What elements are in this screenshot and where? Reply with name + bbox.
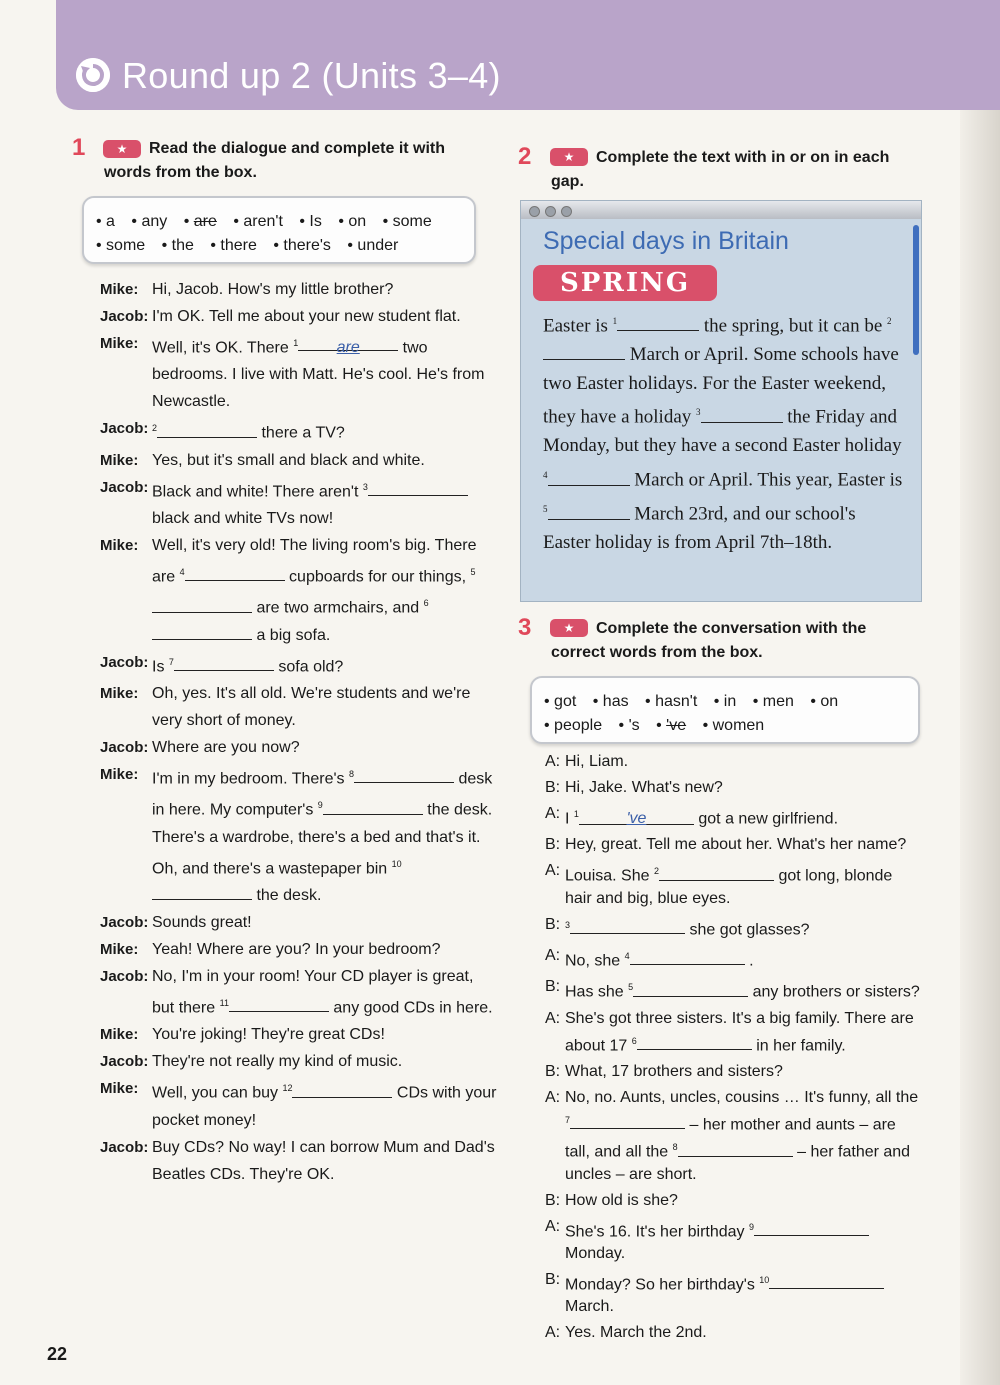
- dialogue-line: [545, 1269, 920, 1318]
- word-option: • on: [810, 693, 839, 710]
- answer-blank[interactable]: [298, 334, 398, 357]
- answer-blank[interactable]: [630, 948, 745, 965]
- window-dot-icon: [529, 206, 540, 217]
- speaker-label: Jacob:: [100, 653, 149, 671]
- line-text: [152, 1134, 500, 1188]
- answer-blank[interactable]: [570, 1112, 685, 1129]
- line-sentence: No, I'm in your room! Your CD player is great, but there: [152, 967, 474, 1017]
- answer-blank[interactable]: [185, 564, 285, 581]
- answer-blank[interactable]: [548, 503, 630, 520]
- text-segment: the Friday and Monday, but they have a second Easter holiday: [543, 406, 902, 457]
- word-text: a: [106, 213, 115, 230]
- line-sentence: there a TV?: [261, 424, 345, 442]
- line-sentence: Monday.: [565, 1244, 626, 1262]
- dialogue-line: [545, 777, 920, 799]
- dialogue-line: [100, 1048, 500, 1075]
- line-sentence: Has she: [565, 983, 624, 1001]
- word-text: some: [392, 213, 432, 230]
- answer-blank[interactable]: [570, 917, 685, 934]
- dialogue-line: [545, 1008, 920, 1057]
- speaker-label: Mike:: [100, 940, 139, 958]
- ex1-instruction: Read the dialogue and complete it with words from the box.: [104, 140, 446, 181]
- word-option: • in: [713, 693, 737, 710]
- line-text: [565, 914, 920, 941]
- ex1-word-list: [96, 210, 466, 258]
- ex1-number: 1: [72, 134, 86, 161]
- gap-number: 3: [565, 919, 571, 930]
- dialogue-line: [545, 1216, 920, 1265]
- speaker-label: A:: [545, 1324, 561, 1342]
- text-segment: the spring, but it can be: [703, 315, 883, 337]
- window-dot-icon: [561, 206, 572, 217]
- line-text: [152, 963, 500, 1021]
- line-sentence: got long, blonde hair and big, blue eyes.: [565, 867, 893, 907]
- page-number: 22: [47, 1344, 68, 1364]
- line-sentence: Yeah! Where are you? In your bedroom?: [152, 940, 441, 958]
- dialogue-line: [545, 803, 920, 830]
- ex3-number: 3: [518, 614, 532, 641]
- line-text: [152, 415, 500, 446]
- word-option: • a: [96, 213, 115, 230]
- word-option: • women: [702, 717, 765, 734]
- gap-number: 2: [653, 866, 659, 877]
- speaker-label: A:: [545, 805, 561, 822]
- line-sentence: I: [565, 810, 570, 828]
- line-sentence: – her father and uncles – are short.: [565, 1143, 911, 1183]
- line-sentence: Yes, but it's small and black and white.: [152, 451, 425, 469]
- word-text: men: [762, 693, 794, 710]
- answer-blank[interactable]: [368, 479, 468, 496]
- dialogue-line: [100, 963, 500, 1021]
- page-gutter: [960, 0, 1000, 1385]
- line-sentence: a big sofa.: [256, 626, 331, 644]
- text-segment: March or April. Some schools have two Easter holidays. For the Easter weekend, they have a holiday: [543, 344, 899, 428]
- gap-number: 11: [219, 997, 229, 1008]
- line-text: [565, 1190, 920, 1212]
- line-sentence: cupboards for our things,: [289, 568, 467, 586]
- word-text: there's: [283, 237, 331, 254]
- dialogue-line: [545, 1190, 920, 1212]
- speaker-label: Jacob:: [100, 420, 149, 438]
- line-sentence: in her family.: [756, 1036, 846, 1054]
- ex2-instruction: Complete the text with in or on in each gap.: [551, 149, 890, 190]
- speaker-label: B:: [545, 1062, 561, 1080]
- word-text: any: [141, 213, 168, 230]
- gap-number: 2: [152, 423, 158, 434]
- line-text: [565, 860, 920, 909]
- speaker-label: B:: [545, 915, 561, 933]
- dialogue-line: [100, 936, 500, 963]
- speaker-label: Mike:: [100, 1080, 139, 1098]
- answer-blank[interactable]: [152, 596, 252, 613]
- answer-blank[interactable]: [769, 1272, 884, 1289]
- dialogue-line: [545, 914, 920, 941]
- gap-number: 5: [470, 566, 476, 577]
- speaker-label: Mike:: [100, 684, 139, 702]
- line-sentence: the desk.: [256, 886, 322, 904]
- line-sentence: Hi, Jake. What's new?: [565, 779, 723, 796]
- gap-number: 6: [631, 1035, 637, 1046]
- line-text: [565, 834, 920, 856]
- word-option: • are: [183, 213, 217, 230]
- line-sentence: any good CDs in here.: [333, 999, 493, 1017]
- speaker-label: Jacob:: [100, 478, 149, 496]
- line-text: [152, 909, 500, 936]
- dialogue-line: [100, 1021, 500, 1048]
- line-sentence: They're not really my kind of music.: [152, 1053, 403, 1071]
- dialogue-line: [100, 330, 500, 415]
- line-sentence: Buy CDs? No way! I can borrow Mum and Dad's Beatles CDs. They're OK.: [152, 1138, 495, 1183]
- dialogue-line: [545, 751, 920, 773]
- ex3-conversation: [545, 751, 920, 1348]
- answer-blank[interactable]: [229, 995, 329, 1012]
- speaker-label: B:: [545, 978, 561, 996]
- word-text: under: [357, 237, 399, 254]
- answer-blank[interactable]: [548, 469, 630, 486]
- word-option: • any: [131, 213, 168, 230]
- dialogue-line: [100, 474, 500, 532]
- text-segment: March or April. This year, Easter is: [634, 469, 903, 491]
- line-sentence: desk in here. My computer's: [152, 770, 493, 819]
- line-sentence: I'm in my bedroom. There's: [152, 770, 345, 788]
- ex3-instruction: Complete the conversation with the correct words from the box.: [551, 620, 867, 661]
- line-text: [565, 751, 920, 773]
- line-sentence: – her mother and aunts – are tall, and all the: [565, 1116, 896, 1161]
- spring-heading: SPRING: [533, 265, 717, 301]
- word-option: • the: [161, 237, 194, 254]
- line-sentence: Where are you now?: [152, 738, 300, 756]
- gap-number: 10: [759, 1274, 770, 1285]
- gap-number: 2: [887, 316, 892, 326]
- word-text: 've: [666, 717, 687, 734]
- dialogue-line: [100, 415, 500, 446]
- line-text: [565, 1322, 920, 1344]
- word-option: • aren't: [233, 213, 283, 230]
- line-sentence: Hi, Liam.: [565, 753, 629, 770]
- word-text: on: [820, 693, 839, 710]
- line-sentence: Black and white! There aren't: [152, 482, 359, 500]
- speaker-label: B:: [545, 1270, 561, 1288]
- speaker-label: Mike:: [100, 536, 139, 554]
- page-title: Round up 2 (Units 3–4): [122, 55, 501, 96]
- speaker-label: Jacob:: [100, 913, 149, 931]
- panel-scrollbar[interactable]: [913, 225, 919, 355]
- line-sentence: are two armchairs, and: [256, 599, 420, 617]
- word-option: • there: [210, 237, 257, 254]
- line-sentence: How old is she?: [565, 1191, 678, 1209]
- gap-number: 6: [423, 598, 429, 609]
- line-sentence: She's got three sisters. It's a big family. There are about 17: [565, 1009, 914, 1054]
- window-dot-icon: [545, 206, 556, 217]
- dialogue-line: [100, 649, 500, 680]
- gap-number: 8: [672, 1142, 678, 1153]
- word-text: got: [554, 693, 577, 710]
- word-text: people: [554, 717, 603, 734]
- ex1-badge-icon: ★: [103, 140, 141, 158]
- line-sentence: Well, it's OK. There: [152, 339, 289, 357]
- gap-number: 1: [293, 338, 299, 348]
- word-option: • Is: [299, 213, 322, 230]
- line-sentence: She's 16. It's her birthday: [565, 1222, 745, 1240]
- line-sentence: March.: [565, 1298, 614, 1316]
- answer-blank[interactable]: [543, 343, 625, 360]
- answer-blank[interactable]: [754, 1219, 869, 1236]
- speaker-label: Jacob:: [100, 308, 149, 325]
- line-sentence: black and white TVs now!: [152, 509, 334, 527]
- ex3-word-list: [544, 690, 914, 738]
- dialogue-line: [545, 1061, 920, 1083]
- gap-number: 1: [573, 809, 579, 819]
- word-option: • has: [592, 693, 629, 710]
- line-sentence: No, she: [565, 952, 621, 970]
- answer-blank[interactable]: [633, 980, 748, 997]
- roundup-icon: [76, 58, 110, 92]
- line-sentence: .: [749, 952, 754, 970]
- line-sentence: Is: [152, 657, 165, 675]
- gap-number: 4: [543, 470, 548, 481]
- text-segment: Easter is: [543, 315, 608, 337]
- gap-number: 3: [696, 407, 701, 418]
- answer-blank[interactable]: [579, 808, 694, 828]
- speaker-label: A:: [545, 753, 561, 770]
- speaker-label: Jacob:: [100, 738, 149, 756]
- gap-number: 9: [749, 1221, 755, 1232]
- speaker-label: Jacob:: [100, 967, 149, 985]
- line-sentence: any brothers or sisters?: [752, 983, 920, 1001]
- dialogue-line: [545, 976, 920, 1003]
- line-text: [152, 303, 500, 330]
- ex1-word-box: [82, 196, 476, 264]
- word-text: 's: [628, 717, 640, 734]
- line-text: [152, 276, 500, 303]
- line-text: [152, 936, 500, 963]
- dialogue-line: [100, 761, 500, 909]
- line-text: [152, 649, 500, 680]
- word-option: • got: [544, 693, 577, 710]
- line-text: [152, 1048, 500, 1075]
- line-sentence: Oh, yes. It's all old. We're students and we're very short of money.: [152, 684, 471, 729]
- dialogue-line: [545, 1322, 920, 1344]
- line-text: [565, 1061, 920, 1083]
- line-text: [565, 777, 920, 799]
- gap-number: 10: [391, 858, 402, 869]
- line-sentence: Louisa. She: [565, 867, 650, 885]
- speaker-label: Jacob:: [100, 1138, 149, 1156]
- answer-blank[interactable]: [292, 1081, 392, 1098]
- word-text: some: [106, 237, 146, 254]
- line-sentence: Well, you can buy: [152, 1084, 278, 1102]
- line-text: [152, 680, 500, 734]
- line-text: [152, 761, 500, 909]
- line-sentence: the desk. There's a wardrobe, there's a bed and that's it. Oh, and there's a wastepaper bin: [152, 801, 493, 877]
- line-text: [152, 1021, 500, 1048]
- word-text: the: [171, 237, 194, 254]
- panel-titlebar: [521, 201, 921, 219]
- dialogue-line: [100, 303, 500, 330]
- word-option: • some: [382, 213, 432, 230]
- panel-title: Special days in Britain: [543, 227, 789, 255]
- answer-blank[interactable]: [174, 654, 274, 671]
- speaker-label: Mike:: [100, 1026, 139, 1044]
- word-option: • hasn't: [645, 693, 698, 710]
- gap-number: 3: [362, 481, 368, 492]
- dialogue-line: [100, 909, 500, 936]
- word-text: aren't: [243, 213, 283, 230]
- line-text: [152, 532, 500, 649]
- answer-blank[interactable]: [701, 406, 783, 423]
- line-text: [152, 1075, 500, 1133]
- line-sentence: CDs with your pocket money!: [152, 1084, 497, 1129]
- ex3-word-box: [530, 676, 920, 744]
- answer-blank[interactable]: [617, 314, 699, 331]
- speaker-label: B:: [545, 779, 561, 796]
- dialogue-line: [100, 447, 500, 474]
- gap-number: 9: [317, 800, 323, 811]
- word-option: • people: [544, 717, 603, 734]
- line-text: [565, 1008, 920, 1057]
- answer-blank[interactable]: [323, 798, 423, 815]
- answer-blank[interactable]: [659, 864, 774, 881]
- speaker-label: Mike:: [100, 451, 139, 469]
- ex2-number: 2: [518, 143, 532, 170]
- line-text: [152, 734, 500, 761]
- line-sentence: Hey, great. Tell me about her. What's her name?: [565, 836, 907, 854]
- dialogue-line: [545, 834, 920, 856]
- word-option: • 's: [618, 717, 640, 734]
- line-sentence: Yes. March the 2nd.: [565, 1324, 707, 1342]
- line-sentence: What, 17 brothers and sisters?: [565, 1062, 783, 1080]
- speaker-label: A:: [545, 1217, 561, 1235]
- line-sentence: Well, it's very old! The living room's big. There are: [152, 536, 477, 586]
- line-text: [565, 803, 920, 830]
- dialogue-line: [100, 1134, 500, 1188]
- word-text: there: [220, 237, 257, 254]
- ex3-badge-icon: ★: [550, 619, 588, 637]
- word-text: Is: [309, 213, 322, 230]
- dialogue-line: [100, 532, 500, 649]
- word-text: are: [193, 213, 217, 230]
- speaker-label: Mike:: [100, 335, 139, 352]
- line-sentence: You're joking! They're great CDs!: [152, 1026, 385, 1044]
- line-text: [565, 976, 920, 1003]
- speaker-label: A:: [545, 946, 561, 964]
- line-text: [152, 330, 500, 415]
- line-text: [152, 474, 500, 532]
- line-sentence: sofa old?: [278, 657, 344, 675]
- answer-blank[interactable]: [637, 1033, 752, 1050]
- ex1-dialogue: [100, 276, 500, 1188]
- line-sentence: Sounds great!: [152, 913, 252, 931]
- line-text: [565, 1087, 920, 1186]
- dialogue-line: [545, 1087, 920, 1186]
- word-option: • 've: [656, 717, 687, 734]
- line-sentence: No, no. Aunts, uncles, cousins … It's funny, all the: [565, 1088, 919, 1106]
- word-option: • some: [96, 237, 146, 254]
- gap-number: 5: [628, 982, 634, 993]
- word-text: women: [712, 717, 765, 734]
- word-option: • on: [338, 213, 367, 230]
- speaker-label: A:: [545, 862, 561, 880]
- dialogue-line: [545, 945, 920, 972]
- speaker-label: Mike:: [100, 281, 139, 298]
- gap-number: 7: [565, 1114, 571, 1125]
- gap-number: 12: [282, 1083, 293, 1094]
- word-option: • there's: [273, 237, 331, 254]
- gap-number: 4: [624, 950, 630, 961]
- line-sentence: I'm OK. Tell me about your new student flat.: [152, 308, 461, 325]
- gap-number: 5: [543, 504, 548, 515]
- speaker-label: B:: [545, 1191, 561, 1209]
- dialogue-line: [100, 1075, 500, 1133]
- word-option: • men: [752, 693, 794, 710]
- speaker-label: Mike:: [100, 765, 139, 783]
- word-text: has: [602, 693, 629, 710]
- line-text: [152, 447, 500, 474]
- gap-number: 8: [349, 768, 355, 779]
- answer-blank[interactable]: [152, 623, 252, 640]
- line-sentence: two bedrooms. I live with Matt. He's cool. He's from Newcastle.: [152, 339, 485, 411]
- line-sentence: Hi, Jacob. How's my little brother?: [152, 281, 394, 298]
- text-segment: March 23rd, and our school's Easter holiday is from April 7th–18th.: [543, 503, 856, 554]
- dialogue-line: [545, 860, 920, 909]
- word-text: on: [348, 213, 367, 230]
- ex2-badge-icon: ★: [550, 148, 588, 166]
- line-sentence: got a new girlfriend.: [698, 810, 839, 828]
- line-text: [565, 1269, 920, 1318]
- dialogue-line: [100, 680, 500, 734]
- word-option: • under: [347, 237, 399, 254]
- example-answer: are: [336, 339, 360, 357]
- line-sentence: Monday? So her birthday's: [565, 1276, 755, 1294]
- example-answer: 've: [626, 810, 647, 828]
- speaker-label: A:: [545, 1088, 561, 1106]
- line-text: [565, 945, 920, 972]
- special-days-panel: [520, 200, 922, 602]
- speaker-label: A:: [545, 1009, 561, 1027]
- answer-blank[interactable]: [678, 1140, 793, 1157]
- speaker-label: B:: [545, 836, 561, 854]
- gap-number: 4: [179, 566, 185, 577]
- gap-number: 7: [168, 656, 174, 667]
- line-text: [565, 1216, 920, 1265]
- dialogue-line: [100, 276, 500, 303]
- dialogue-line: [100, 734, 500, 761]
- speaker-label: Jacob:: [100, 1053, 149, 1071]
- answer-blank[interactable]: [354, 766, 454, 783]
- answer-blank[interactable]: [157, 421, 257, 438]
- spring-text: [543, 307, 903, 558]
- line-sentence: she got glasses?: [689, 920, 810, 938]
- word-text: hasn't: [655, 693, 698, 710]
- gap-number: 1: [612, 316, 618, 326]
- answer-blank[interactable]: [152, 883, 252, 900]
- word-text: in: [723, 693, 737, 710]
